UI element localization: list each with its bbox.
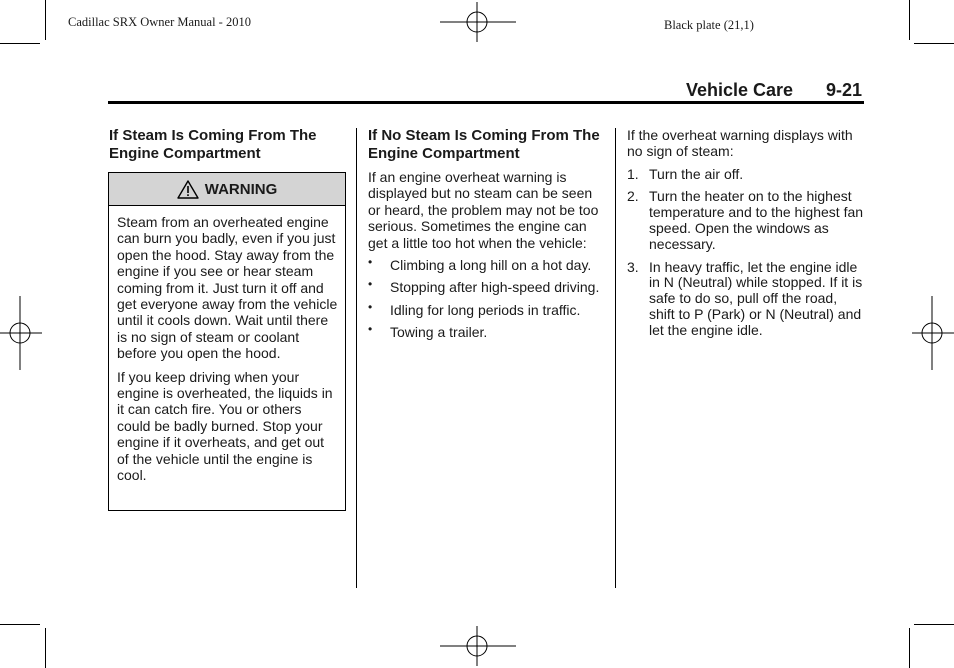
body-paragraph: If the overheat warning displays with no sign of steam: bbox=[627, 127, 853, 159]
list-item-text: Idling for long periods in traffic. bbox=[390, 301, 581, 318]
warning-label: WARNING bbox=[204, 180, 278, 198]
list-item-text: Towing a trailer. bbox=[390, 324, 488, 341]
column-divider bbox=[356, 128, 357, 588]
list-item bbox=[627, 167, 864, 183]
column-3 bbox=[627, 128, 864, 346]
registration-mark-left bbox=[0, 296, 42, 370]
list-item bbox=[368, 299, 608, 318]
registration-mark-top bbox=[440, 2, 516, 42]
page-number: 9-21 bbox=[826, 80, 863, 100]
crop-mark bbox=[909, 628, 910, 668]
step-number: 1. bbox=[627, 165, 639, 182]
section-title: Vehicle Care bbox=[686, 80, 794, 100]
list-item bbox=[627, 189, 864, 252]
list-item-text: In heavy traffic, let the engine idle in N (Neutral) while stopped. If it is safe to do so, pull off the road, shift to P (Park) or N (Neutral) and let the engine idle. bbox=[649, 258, 863, 338]
bullet-icon: • bbox=[368, 277, 373, 292]
registration-mark-bottom bbox=[440, 626, 516, 666]
crop-mark bbox=[45, 0, 46, 40]
registration-mark-right bbox=[912, 296, 954, 370]
bullet-icon: • bbox=[368, 255, 373, 270]
warning-paragraph: If you keep driving when your engine is overheated, the liquids in it can catch fire. You or others could be badly burned. Stop your engine if it overheats, and get out of the vehicle until the engine is cool. bbox=[117, 368, 333, 484]
crop-mark bbox=[909, 0, 910, 40]
header-rule bbox=[108, 101, 864, 104]
list-item bbox=[368, 279, 608, 295]
column-2 bbox=[368, 127, 608, 347]
list-item-text: Climbing a long hill on a hot day. bbox=[390, 257, 592, 274]
warning-body bbox=[109, 206, 345, 484]
warning-paragraph: Steam from an overheated engine can burn you badly, even if you just open the hood. Stay away from the engine if you see or hear steam coming from it. Just turn it off and get everyone away from the vehicle until it cools down. Wait until there is no sign of steam or coolant before you open the hood. bbox=[117, 214, 338, 362]
column-divider bbox=[615, 128, 616, 588]
list-item bbox=[368, 257, 608, 273]
step-number: 3. bbox=[627, 258, 639, 275]
list-item-text: Turn the air off. bbox=[649, 165, 744, 182]
crop-mark bbox=[0, 43, 40, 44]
bullet-icon: • bbox=[368, 299, 373, 314]
warning-box bbox=[108, 172, 346, 511]
crop-mark bbox=[914, 43, 954, 44]
numbered-list bbox=[627, 167, 864, 339]
step-number: 2. bbox=[627, 188, 639, 205]
warning-triangle-icon bbox=[177, 180, 199, 199]
crop-mark bbox=[914, 624, 954, 625]
bullet-list bbox=[368, 257, 608, 341]
print-header-right: Black plate (21,1) bbox=[664, 18, 754, 32]
bullet-icon: • bbox=[368, 322, 373, 337]
column-1 bbox=[109, 127, 344, 163]
section-heading: If Steam Is Coming From The Engine Compartment bbox=[109, 127, 317, 162]
warning-header bbox=[109, 173, 345, 206]
crop-mark bbox=[45, 628, 46, 668]
crop-mark bbox=[0, 624, 40, 625]
list-item bbox=[368, 324, 608, 340]
list-item-text: Stopping after high-speed driving. bbox=[390, 279, 600, 296]
list-item bbox=[627, 260, 864, 339]
list-item-text: Turn the heater on to the highest temperature and to the highest fan speed. Open the windows as necessary. bbox=[649, 188, 864, 252]
print-header-left: Cadillac SRX Owner Manual - 2010 bbox=[68, 15, 251, 29]
body-paragraph: If an engine overheat warning is displayed but no steam can be seen or heard, the problem may not be too serious. Sometimes the engine can get a little too hot when the vehicle: bbox=[368, 169, 599, 251]
section-heading: If No Steam Is Coming From The Engine Compartment bbox=[368, 127, 600, 162]
